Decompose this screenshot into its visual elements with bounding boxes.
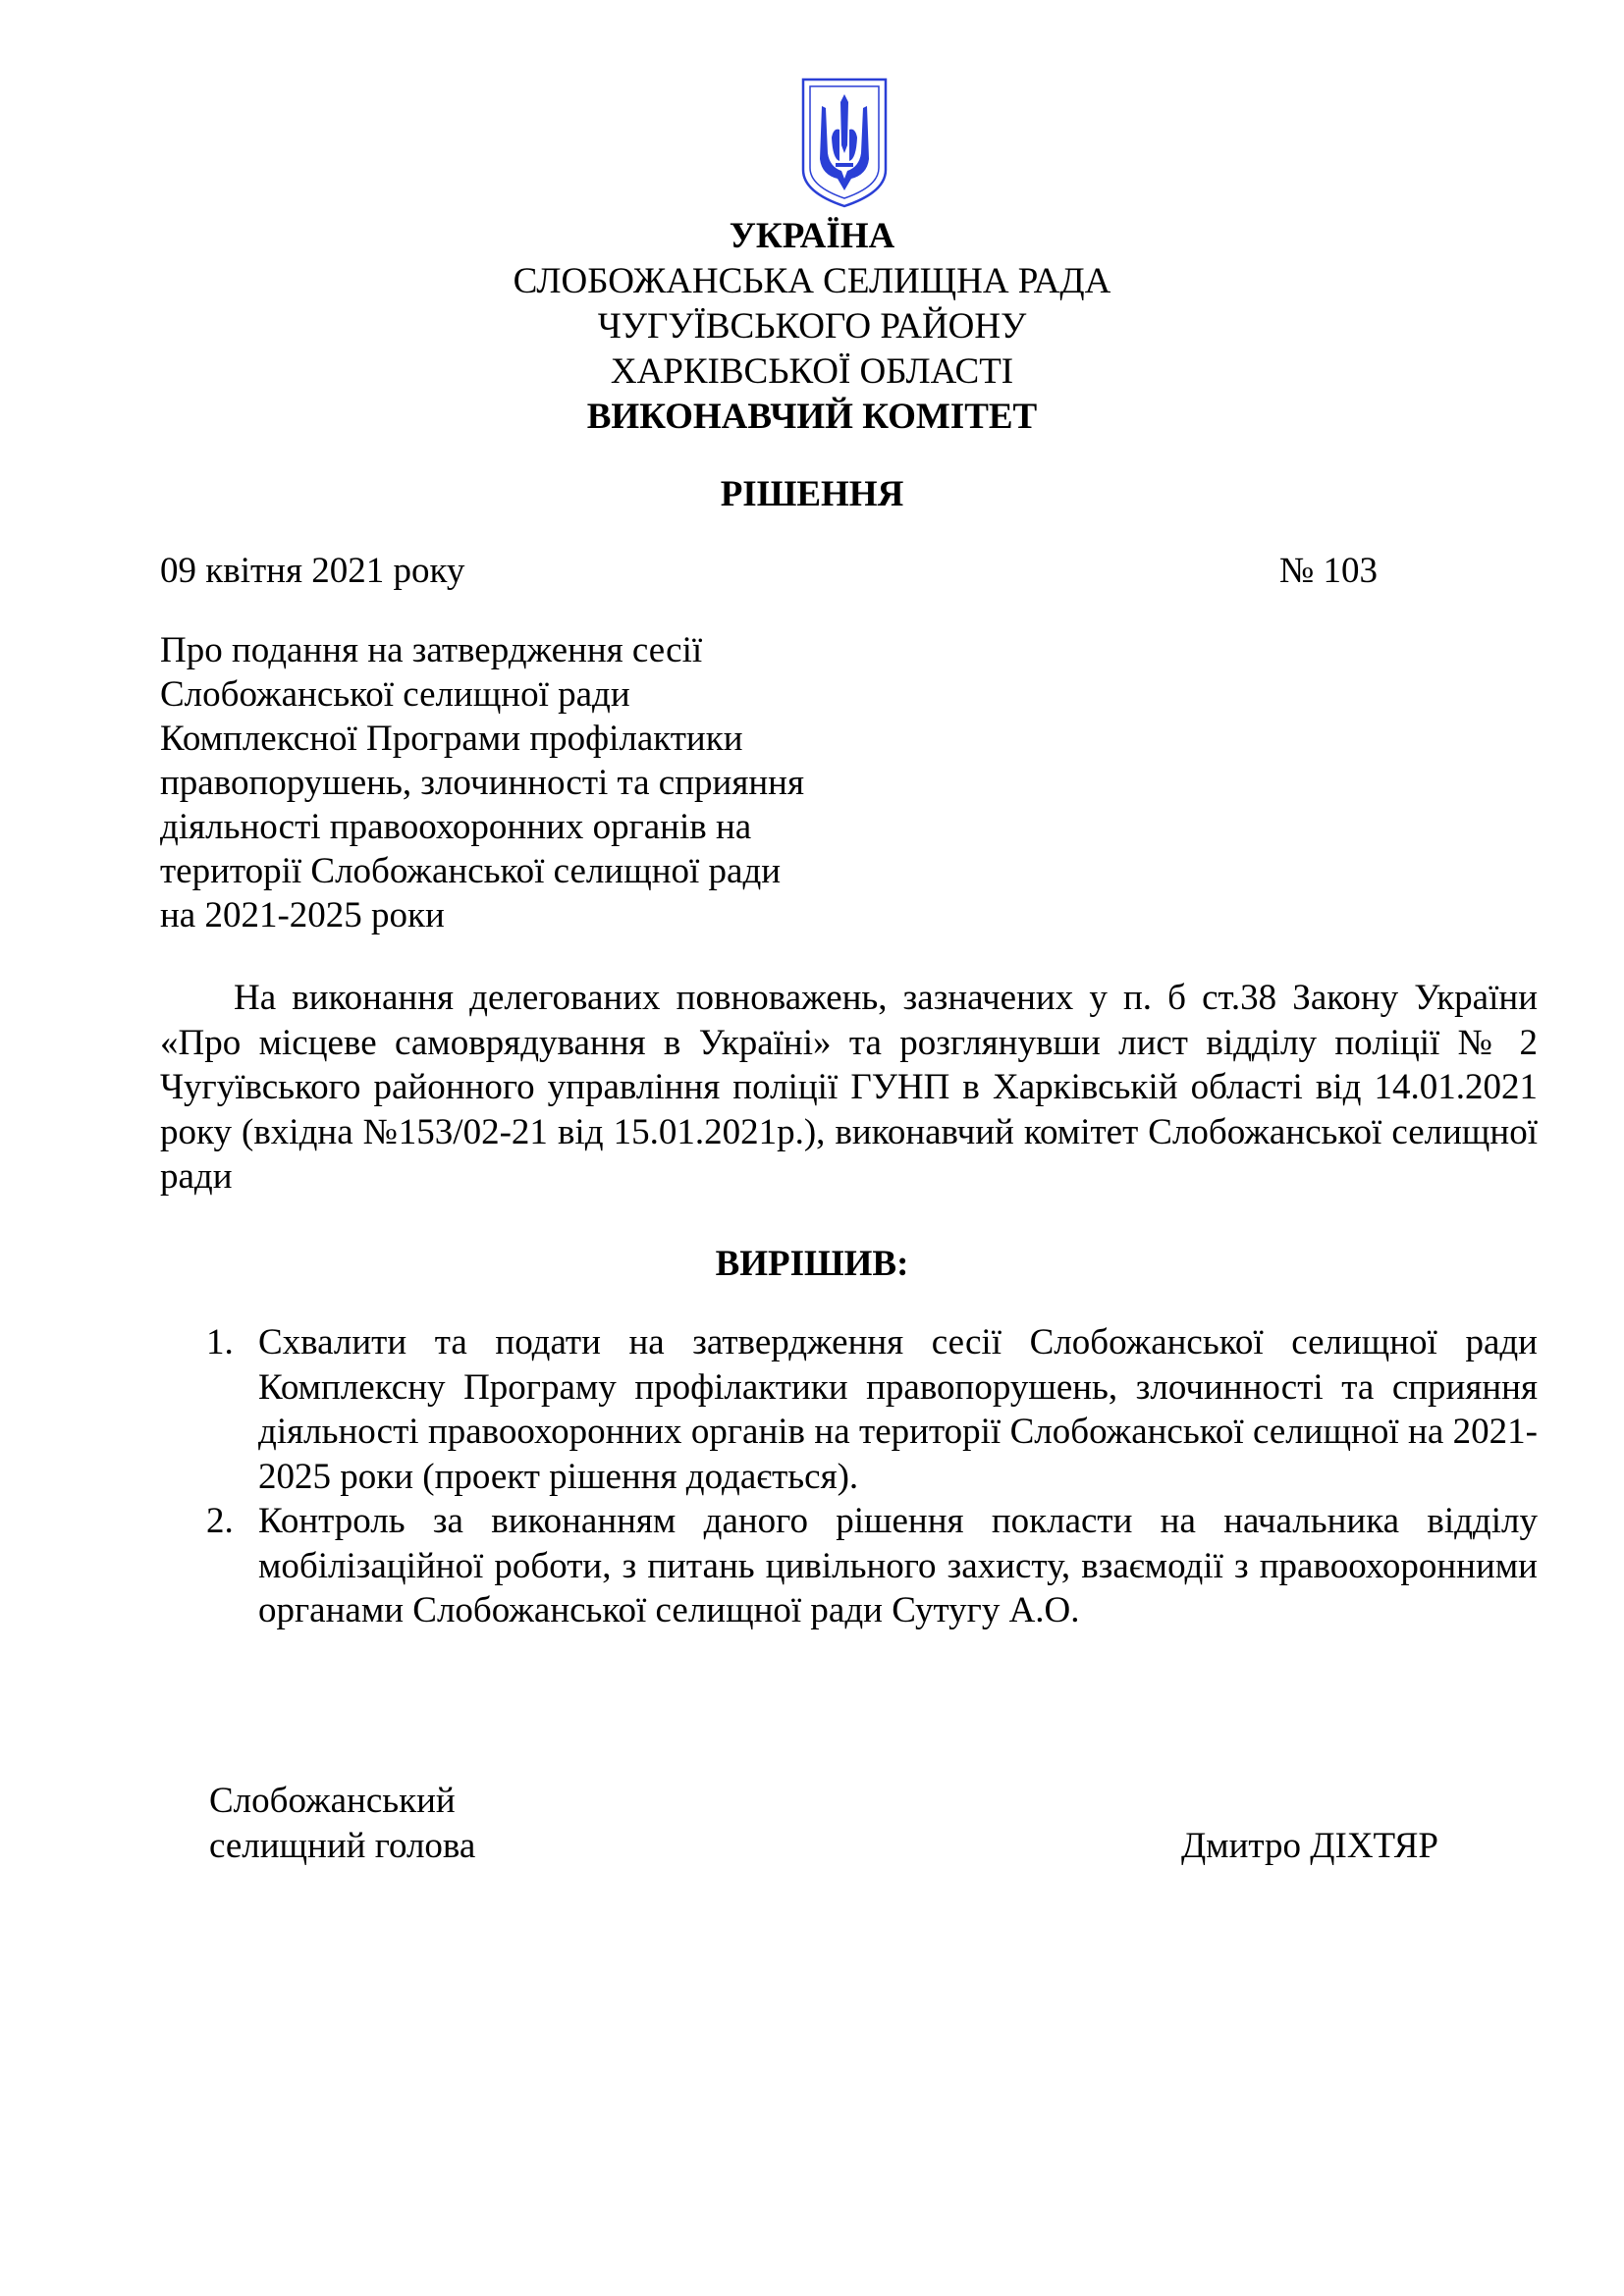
subject-line: правопорушень, злочинності та сприяння xyxy=(160,763,804,803)
position-line: Слобожанський xyxy=(209,1781,456,1821)
council-title: СЛОБОЖАНСЬКА СЕЛИЩНА РАДА xyxy=(513,261,1111,301)
list-item xyxy=(160,1499,1538,1633)
resolved-heading: ВИРІШИВ: xyxy=(715,1244,909,1284)
decision-subject xyxy=(160,628,906,937)
item-number: 1. xyxy=(206,1322,234,1362)
decision-date: 09 квітня 2021 року xyxy=(160,551,465,591)
decision-items xyxy=(160,1320,1538,1633)
subject-line: Слобожанської селищної ради xyxy=(160,674,630,715)
region-title: ХАРКІВСЬКОЇ ОБЛАСТІ xyxy=(610,351,1014,392)
signatory-name: Дмитро ДІХТЯР xyxy=(1180,1826,1438,1866)
subject-line: на 2021-2025 роки xyxy=(160,895,445,935)
tryzub-icon xyxy=(800,77,889,209)
signatory-position xyxy=(209,1779,475,1869)
item-number: 2. xyxy=(206,1501,234,1541)
decision-number: № 103 xyxy=(1278,551,1378,591)
subject-line: діяльності правоохоронних органів на xyxy=(160,807,752,847)
document-header xyxy=(0,214,1624,440)
subject-line: Комплексної Програми профілактики xyxy=(160,719,743,759)
item-text: Схвалити та подати на затвердження сесії Слобожанської селищної ради Комплексну Програму профілактики правопорушень, злочинності та сприяння діяльності правоохоронних органів на території Слобожанської селищної на 2021-2025 роки (проект рішення додається). xyxy=(258,1322,1538,1497)
committee-title: ВИКОНАВЧИЙ КОМІТЕТ xyxy=(586,397,1038,437)
preamble-paragraph: На виконання делегованих повноважень, зазначених у п. б ст.38 Закону України «Про місцеве самоврядування в Україні» та розглянувши лист відділу поліції № 2 Чугуївського районного управління поліції ГУНП в Харківській області від 14.01.2021 року (вхідна №153/02-21 від 15.01.2021р.), виконавчий комітет Слобожанської селищної ради xyxy=(160,978,1538,1197)
subject-line: території Слобожанської селищної ради xyxy=(160,851,782,891)
district-title: ЧУГУЇВСЬКОГО РАЙОНУ xyxy=(597,306,1027,347)
subject-line: Про подання на затвердження сесії xyxy=(160,630,703,670)
country-title: УКРАЇНА xyxy=(729,216,895,256)
list-item xyxy=(160,1320,1538,1499)
position-line: селищний голова xyxy=(209,1826,476,1866)
decision-title: РІШЕННЯ xyxy=(720,474,904,514)
item-text: Контроль за виконанням даного рішення покласти на начальника відділу мобілізаційної роботи, з питань цивільного захисту, взаємодії з правоохоронними органами Слобожанської селищної ради Сутугу А.О. xyxy=(258,1501,1538,1630)
